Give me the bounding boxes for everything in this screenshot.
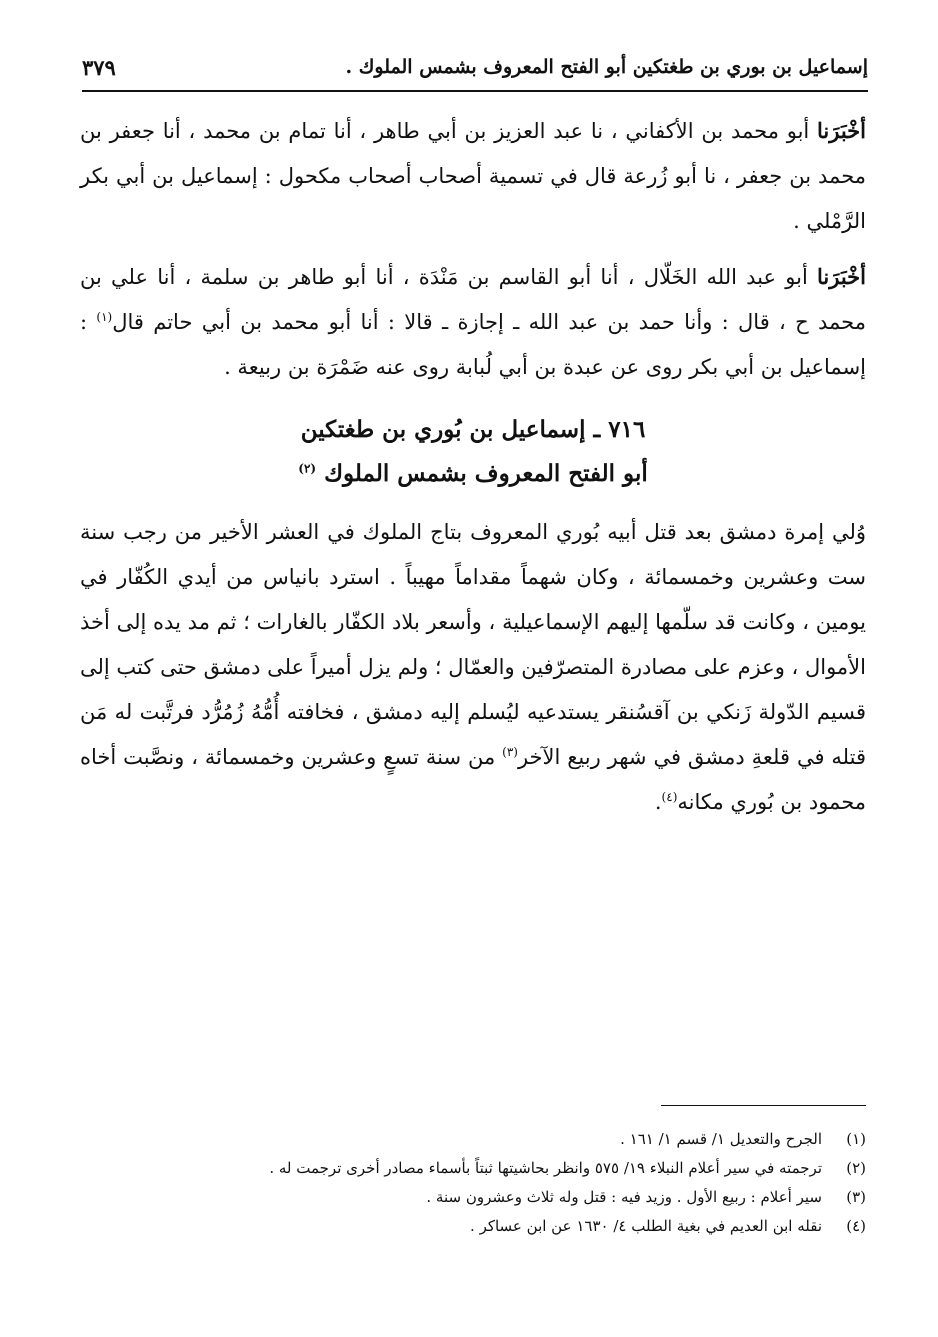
- akhbarana-sign: أخْبَرَنا: [817, 118, 866, 143]
- footnote-text: الجرح والتعديل ١/ قسم ١/ ١٦١ .: [620, 1130, 822, 1148]
- main-text: [80, 108, 866, 835]
- entry-body: [80, 510, 866, 825]
- paragraph-2-text: أبو عبد الله الخَلّال ، أنا أبو القاسم بن مَنْدَة ، أنا أبو طاهر بن سلمة ، أنا علي بن محمد ح ، قال : وأنا حمد بن عبد الله ـ إجازة ـ قالا : أنا أبو محمد بن أبي حاتم قال: [80, 265, 866, 334]
- footnote-number: (٣): [846, 1188, 866, 1206]
- footnote-item: [80, 1212, 866, 1241]
- entry-heading: [80, 408, 866, 496]
- entry-heading-line-2-text: أبو الفتح المعروف بشمس الملوك: [324, 460, 648, 487]
- entry-body-text-cont: من سنة تسعٍ وعشرين وخمسمائة ، ونصَّبت أخاه محمود بن بُوري مكانه: [80, 745, 866, 814]
- footnote-number: (١): [846, 1130, 866, 1148]
- footnote-text: نقله ابن العديم في بغية الطلب ٤/ ١٦٣٠ عن ابن عساكر .: [470, 1217, 822, 1235]
- footnote-separator: [661, 1105, 866, 1106]
- footnote-item: [80, 1154, 866, 1183]
- running-header: [82, 44, 868, 92]
- footnote-item: [80, 1125, 866, 1154]
- paragraph-1: [80, 108, 866, 244]
- paragraph-2-text-cont: : إسماعيل بن أبي بكر روى عن عبدة بن أبي لُبابة روى عنه ضَمْرَة بن ربيعة .: [80, 310, 866, 379]
- paragraph-2: [80, 254, 866, 390]
- footnote-number: (٢): [846, 1159, 866, 1177]
- entry-heading-line-1: ٧١٦ ـ إسماعيل بن بُوري بن طغتكين: [300, 416, 646, 443]
- paragraph-1-text: أبو محمد بن الأكفاني ، نا عبد العزيز بن أبي طاهر ، أنا تمام بن محمد ، أنا جعفر بن محمد بن جعفر ، نا أبو زُرعة قال في تسمية أصحاب أصحاب مكحول : إسماعيل بن أبي بكر الرَّمْلي .: [80, 119, 866, 233]
- footnote-item: [80, 1183, 866, 1212]
- running-title: إسماعيل بن بوري بن طغتكين أبو الفتح المعروف بشمس الملوك .: [345, 56, 868, 78]
- footnote-text: ترجمته في سير أعلام النبلاء ١٩/ ٥٧٥ وانظر بحاشيتها ثبتاً بأسماء مصادر أخرى ترجمت له .: [269, 1159, 822, 1177]
- entry-body-text-end: .: [654, 790, 662, 814]
- footnote-number: (٤): [846, 1217, 866, 1235]
- footnote-text: سير أعلام : ربيع الأول . وزيد فيه : قتل وله ثلاث وعشرون سنة .: [426, 1188, 822, 1206]
- entry-heading-line-2: [80, 452, 866, 496]
- footnote-ref-2: (٢): [298, 461, 317, 476]
- entry-body-text: وُلي إمرة دمشق بعد قتل أبيه بُوري المعروف بتاج الملوك في العشر الأخير من رجب سنة ست وعشرين وخمسمائة ، وكان شهماً مقداماً مهيباً . استرد بانياس من أيدي الكُفّار في يومين ، وكانت قد سلّمها إليهم الإسماعيلية ، وأسعر بلاد الكفّار بالغارات ؛ ثم مد يده إلى أخذ الأموال ، وعزم على مصادرة المتصرّفين والعمّال ؛ ولم يزل أميراً على دمشق حتى كتب إلى قسيم الدّولة زَنكي بن آقسُنقر يستدعيه ليُسلم إليه دمشق ، فخافته أُمُّهُ زُمُرُّد فرتَّبت له مَن قتله في قلعةِ دمشق في شهر ربيع الآخر: [80, 520, 866, 769]
- akhbarana-sign: أخْبَرَنا: [817, 264, 866, 289]
- footnote-ref-4: (٤): [661, 790, 678, 804]
- footnote-ref-1: (١): [96, 310, 113, 324]
- footnote-ref-3: (٣): [502, 745, 518, 759]
- footnotes: [80, 1125, 866, 1241]
- page-number: ٣٧٩: [82, 54, 116, 80]
